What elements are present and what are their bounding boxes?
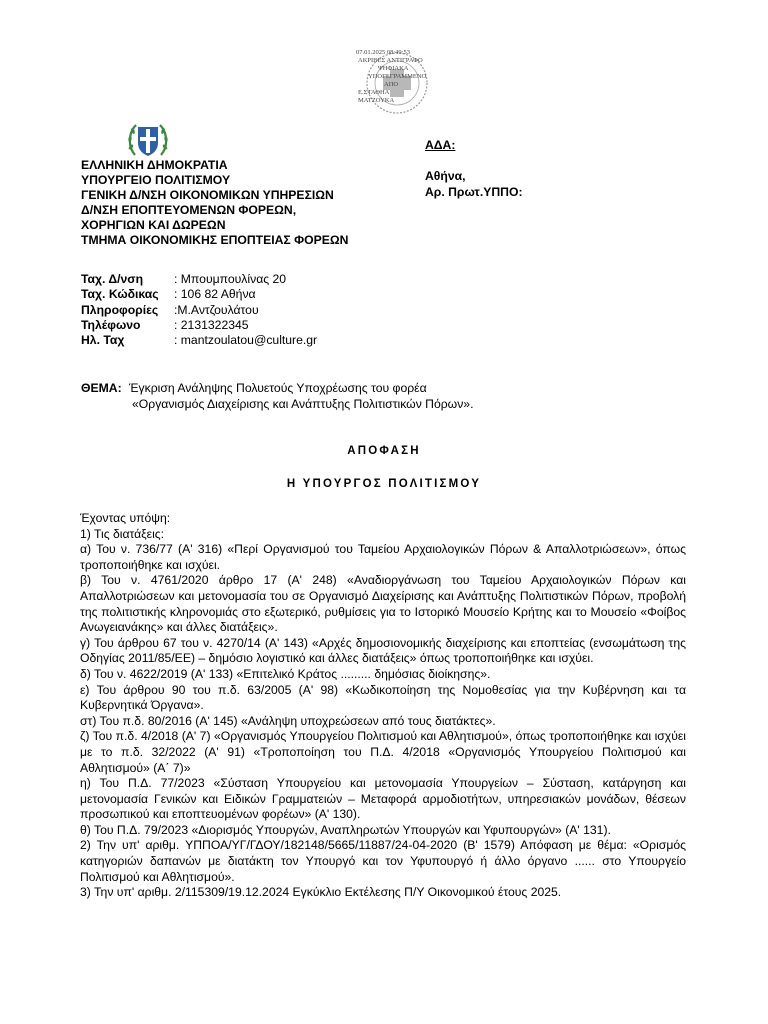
header-line: ΧΟΡΗΓΙΩΝ ΚΑΙ ΔΩΡΕΩΝ <box>81 218 226 232</box>
protocol-number: Αρ. Πρωτ.ΥΠΠΟ: <box>425 185 523 199</box>
header-line: ΕΛΛΗΝΙΚΗ ΔΗΜΟΚΡΑΤΙΑ <box>81 158 228 172</box>
contact-value: : 2131322345 <box>174 317 249 332</box>
body-paragraph: α) Του ν. 736/77 (Α' 316) «Περί Οργανισμού του Ταμείου Αρχαιολογικών Πόρων & Απαλλοτριώσεων», όπως τροποποιήθηκε και ισχύει. <box>80 542 686 572</box>
header-line: ΥΠΟΥΡΓΕΙΟ ΠΟΛΙΤΙΣΜΟΥ <box>81 173 231 187</box>
contact-label: Πληροφορίες <box>81 302 159 317</box>
contact-label: Ταχ. Δ/νση <box>81 272 144 286</box>
body-paragraph: 3) Την υπ' αριθμ. 2/115309/19.12.2024 Εγκύκλιο Εκτέλεσης Π/Υ Οικονομικού έτους 2025. <box>80 885 562 900</box>
athens-date: Αθήνα, <box>425 169 466 183</box>
greek-emblem-icon <box>126 121 170 159</box>
contact-label: Τηλέφωνο <box>81 317 141 332</box>
contact-value: :Μ.Αντζουλάτου <box>174 302 259 317</box>
ministry-header <box>81 158 348 248</box>
body-paragraph: β) Του ν. 4761/2020 άρθρο 17 (Α' 248) «Αναδιοργάνωση του Ταμείου Αρχαιολογικών Πόρων και Απαλλοτριώσεων και μετονομασία του σε Οργανισμό Διαχείρισης και Ανάπτυξης Πολιτιστικών Πόρων, προβολή της πολιτιστικής κληρονομιάς στο εξωτερικό, ρυθμίσεις για το Ιστορικό Μουσείο Κρήτης και το Μουσείο «Φοίβος Ανωγειανάκης» και άλλες διατάξεις». <box>80 573 686 635</box>
decision-title: ΑΠΟΦΑΣΗ <box>347 445 421 457</box>
ada-label: ΑΔΑ: <box>425 138 456 152</box>
body-paragraph: Έχοντας υπόψη: <box>80 511 171 525</box>
subject-line: «Οργανισμός Διαχείρισης και Ανάπτυξης Πολιτιστικών Πόρων». <box>132 397 474 411</box>
body-paragraph: δ) Του ν. 4622/2019 (Α' 133) «Επιτελικό Κράτος ......... δημόσιας διοίκησης». <box>80 666 491 681</box>
stamp-line: ΜΑΤΖΟΥΚΑ <box>358 97 395 104</box>
subject-block <box>81 380 473 412</box>
body-paragraph: θ) Του Π.Δ. 79/2023 «Διορισμός Υπουργών, Αναπληρωτών Υπουργών και Υφυπουργών» (Α' 131). <box>80 822 611 837</box>
contact-label: Ηλ. Ταχ <box>81 333 125 348</box>
stamp-line: ΑΚΡΙΒΕΣ ΑΝΤΙΓΡΑΦΟ <box>358 57 423 64</box>
stamp-line: ΨΗΦΙΑΚΑ <box>378 65 409 72</box>
stamp-line: Ε.ΣΤΑΘΗΑ <box>358 89 390 96</box>
signature-stamp <box>352 45 442 123</box>
contact-row <box>81 333 317 348</box>
stamp-line: ΥΠΟΓΕΓΡΑΜΜΕΝΟ <box>368 73 427 80</box>
stamp-line: ΑΠΟ <box>384 81 399 88</box>
body-paragraph: ζ) Του π.δ. 4/2018 (Α' 7) «Οργανισμός Υπουργείου Πολιτισμού και Αθλητισμού», όπως τροποποιήθηκε και ισχύει με το π.δ. 32/2022 (Α' 91) «Τροποποίηση του Π.Δ. 4/2018 «Οργανισμός Υπουργείου Πολιτισμού και Αθλητισμού» (Α΄ 7)» <box>80 729 686 775</box>
contact-block <box>81 272 317 348</box>
body-paragraph: 1) Τις διατάξεις: <box>80 526 165 541</box>
document-body <box>80 511 686 901</box>
contact-row <box>81 287 317 302</box>
stamp-line: 07.01.2025 08:49:53 <box>356 49 410 56</box>
contact-value: : 106 82 Αθήνα <box>174 287 256 302</box>
header-line: Δ/ΝΣΗ ΕΠΟΠΤΕΥΟΜΕΝΩΝ ΦΟΡΕΩΝ, <box>81 203 297 217</box>
header-line: ΓΕΝΙΚΗ Δ/ΝΣΗ ΟΙΚΟΝΟΜΙΚΩΝ ΥΠΗΡΕΣΙΩΝ <box>81 188 334 202</box>
body-paragraph: 2) Την υπ' αριθμ. ΥΠΠΟΑ/ΥΓ/ΓΔΟΥ/182148/5665/11887/24-04-2020 (Β' 1579) Απόφαση με θέμα: «Ορισμός κατηγοριών δαπανών με διατάκτη τον Υπουργό και τον Υφυπουργό ή άλλο όργανο ...... στο Υπουργείο Πολιτισμού και Αθλητισμού». <box>80 838 686 884</box>
header-line: ΤΜΗΜΑ ΟΙΚΟΝΟΜΙΚΗΣ ΕΠΟΠΤΕΙΑΣ ΦΟΡΕΩΝ <box>81 233 349 247</box>
body-paragraph: γ) Του άρθρου 67 του ν. 4270/14 (Α' 143) «Αρχές δημοσιονομικής διαχείρισης και εποπτείας (ενσωμάτωση της Οδηγίας 2011/85/ΕΕ) – δημόσιο λογιστικό και άλλες διατάξεις» όπως τροποποιήθηκε και ισχύει. <box>80 635 686 666</box>
contact-value: : Μπουμπουλίνας 20 <box>174 272 287 286</box>
body-paragraph: η) Του Π.Δ. 77/2023 «Σύσταση Υπουργείου και μετονομασία Υπουργείων – Σύσταση, κατάργηση και μετονομασία Γενικών και Ειδικών Γραμματειών – Μεταφορά αρμοδιοτήτων, υπηρεσιακών μονάδων, θέσεων προσωπικού και εποπτευομένων φορέων» (Α' 130). <box>80 776 686 822</box>
contact-row <box>81 303 317 318</box>
email-value: : mantzoulatou@culture.gr <box>174 333 318 348</box>
subject-label: ΘΕΜΑ: <box>81 381 122 395</box>
contact-row <box>81 318 317 333</box>
body-paragraph: ε) Του άρθρου 90 του π.δ. 63/2005 (Α' 98) «Κωδικοποίηση της Νομοθεσίας για την Κυβέρνηση και τα Κυβερνητικά Όργανα». <box>80 682 686 713</box>
body-paragraph: στ) Του π.δ. 80/2016 (Α' 145) «Ανάληψη υποχρεώσεων από τους διατάκτες». <box>80 713 496 728</box>
minister-title: Η ΥΠΟΥΡΓΟΣ ΠΟΛΙΤΙΣΜΟΥ <box>286 478 482 490</box>
contact-row <box>81 272 317 287</box>
subject-line: Έγκριση Ανάληψης Πολυετούς Υποχρέωσης του φορέα <box>129 381 427 395</box>
contact-label: Ταχ. Κώδικας <box>81 287 159 302</box>
